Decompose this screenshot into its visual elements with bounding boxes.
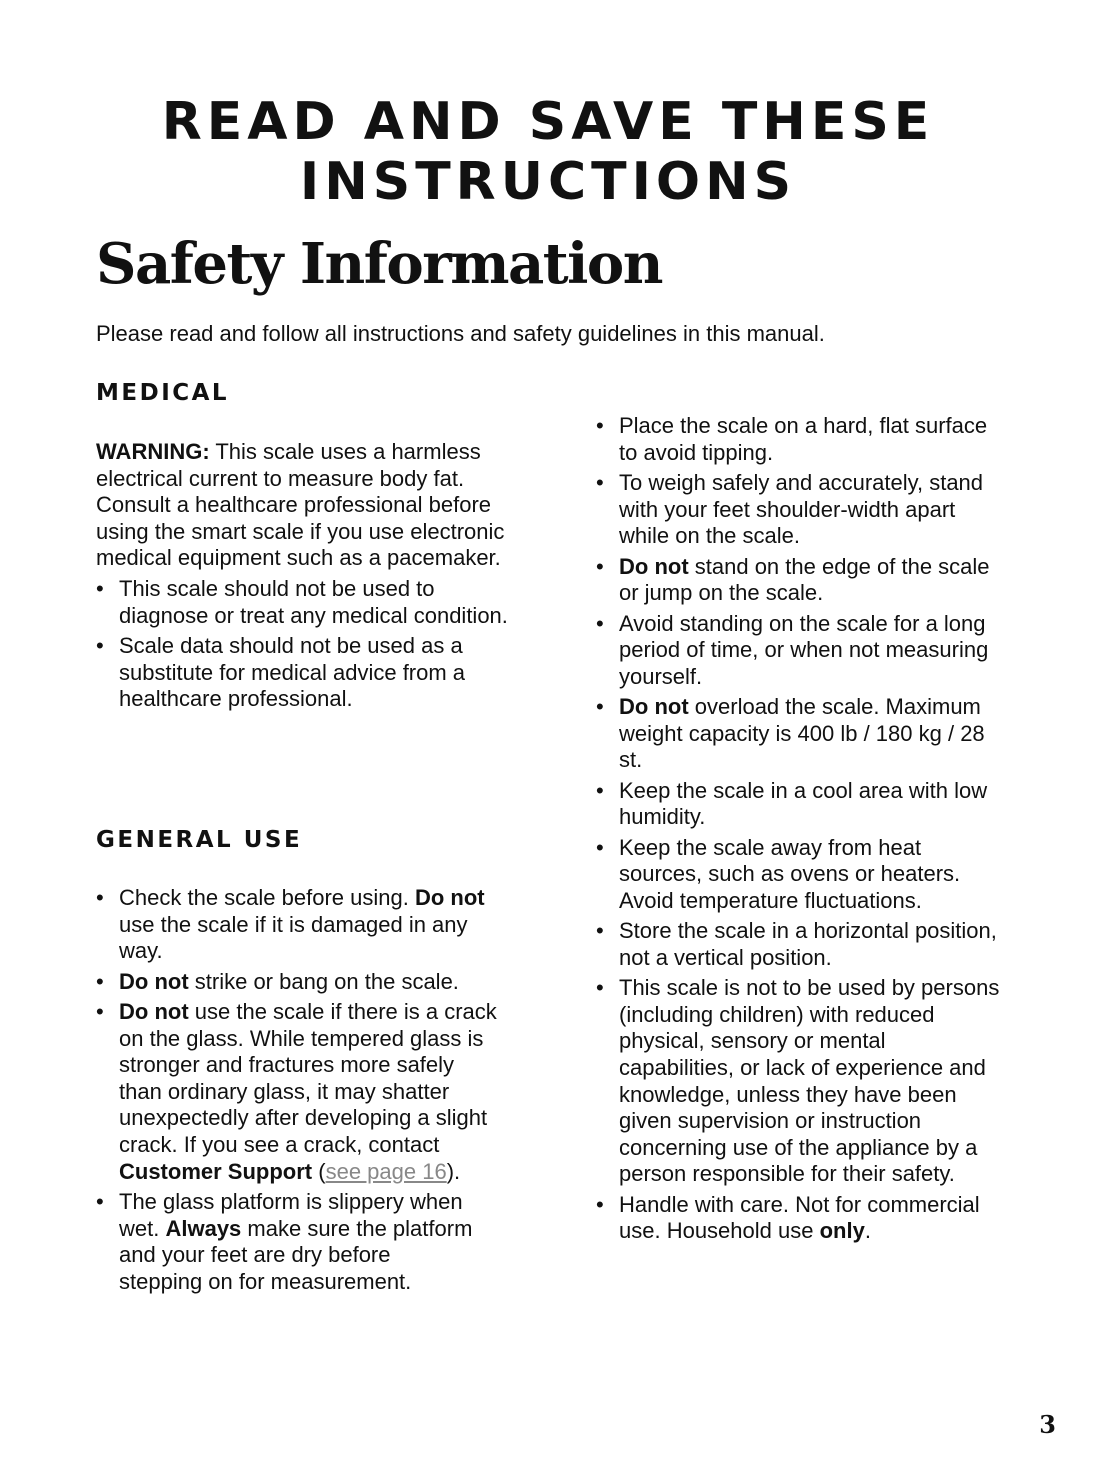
page-header [0,92,1096,212]
emphasis-text: only [819,1218,865,1244]
list-item-text: overload the scale. Maximum weight capacity is 400 lb / 180 kg / 28 st. [619,694,985,773]
list-item-text: The glass platform is slippery when wet. [119,1188,463,1241]
list-item [596,470,1006,550]
list-item [596,1192,1006,1245]
list-item-text: Store the scale in a horizontal position, not a vertical position. [619,918,997,970]
right-column-section [596,413,1006,1249]
emphasis-text: Do not [414,885,485,910]
list-item [96,885,516,965]
general-use-bullet-list [96,885,516,1295]
list-item-text: strike or bang on the scale. [188,968,459,994]
emphasis-text: Always [165,1215,242,1241]
bullet-icon: • [596,469,604,495]
list-item [96,969,516,996]
list-item-text: use the scale if there is a crack on the glass. While tempered glass is stronger and fractures more safely than ordinary glass, it may shatter unexpectedly after developing a slight crack. If you see a crack, contact [119,998,497,1157]
list-item [596,918,1006,971]
list-item [596,835,1006,915]
list-item-text: stand on the edge of the scale or jump on the scale. [619,553,990,606]
list-item [96,576,516,629]
customer-support-label: Customer Support [119,1158,313,1184]
list-item-text: Avoid standing on the scale for a long period of time, or when not measuring yourself. [619,610,989,689]
list-item [596,611,1006,691]
medical-section [96,439,516,717]
bullet-icon: • [96,632,104,658]
intro-text: Please read and follow all instructions and safety guidelines in this manual. [96,321,825,346]
list-item-text: ( [312,1158,326,1184]
bullet-icon: • [596,918,604,944]
general-use-section [96,885,516,1299]
header-line-2: INSTRUCTIONS [299,152,797,212]
general-use-heading: GENERAL USE [96,827,303,853]
list-item-text: Handle with care. Not for commercial use. Household use [619,1191,980,1244]
bullet-icon: • [596,553,604,579]
bullet-icon: • [596,413,604,438]
medical-heading: MEDICAL [96,380,230,406]
list-item-text: Keep the scale away from heat sources, such as ovens or heaters. Avoid temperature fluctuations. [619,834,961,913]
list-item [596,694,1006,774]
list-item-text: Check the scale before using. [119,885,415,910]
page-number: 3 [1039,1410,1056,1439]
bullet-icon: • [596,975,604,1001]
bullet-icon: • [96,968,104,994]
emphasis-text: Do not [619,694,689,720]
page-title: Safety Information [96,231,662,297]
list-item [596,413,1006,466]
list-item-text: use the scale if it is damaged in any way. [119,911,468,964]
bullet-icon: • [596,777,604,803]
bullet-icon: • [96,998,104,1024]
bullet-icon: • [596,694,604,720]
page-reference-link[interactable]: see page 16 [325,1158,447,1184]
list-item-text: make sure the platform and your feet are dry before stepping on for measurement. [119,1215,473,1294]
warning-text: This scale uses a harmless electrical current to measure body fat. Consult a healthcare professional before using the smart scale if you use electronic medical equipment such as a pacemaker. [96,439,505,571]
bullet-icon: • [596,1191,604,1217]
list-item-text: Keep the scale in a cool area with low humidity. [619,777,988,830]
bullet-icon: • [96,1188,104,1214]
bullet-icon: • [96,885,104,910]
list-item [96,999,516,1185]
bullet-icon: • [596,610,604,636]
emphasis-text: Do not [119,998,189,1024]
bullet-icon: • [96,575,104,601]
header-line-1: READ AND SAVE THESE [161,92,935,152]
warning-paragraph [96,439,516,572]
list-item-text: To weigh safely and accurately, stand with your feet shoulder-width apart while on the scale. [619,469,984,549]
list-item [596,554,1006,607]
list-item-text: Place the scale on a hard, flat surface to avoid tipping. [619,413,988,465]
list-item-text: . [864,1218,871,1244]
emphasis-text: Do not [619,553,689,579]
list-item-text: This scale is not to be used by persons (including children) with reduced physical, sensory or mental capabilities, or lack of experience and knowledge, unless they have been given supervision or instruction concerning use of the appliance by a person responsible for their safety. [619,975,1000,1187]
list-item-text: Scale data should not be used as a substitute for medical advice from a healthcare professional. [119,632,466,712]
list-item-text: ). [446,1158,461,1184]
list-item [596,975,1006,1188]
list-item-text: This scale should not be used to diagnose or treat any medical condition. [119,575,508,628]
emphasis-text: Do not [119,968,189,994]
medical-bullet-list [96,576,516,713]
list-item [96,633,516,713]
warning-label: WARNING: [96,439,210,464]
right-bullet-list [596,413,1006,1245]
list-item [596,778,1006,831]
list-item [96,1189,516,1295]
bullet-icon: • [596,834,604,860]
